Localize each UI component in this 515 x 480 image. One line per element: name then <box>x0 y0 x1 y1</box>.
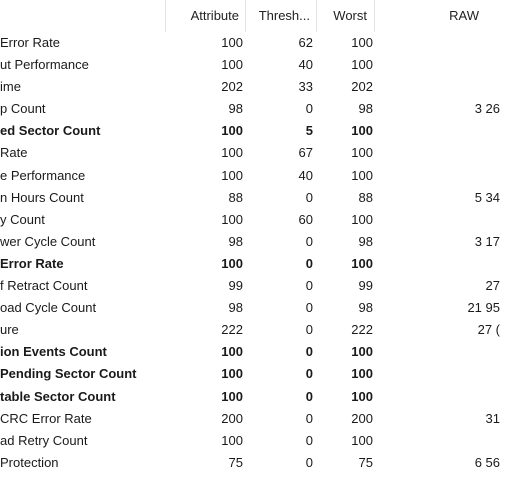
raw-value-cell <box>375 253 480 275</box>
table-row[interactable] <box>0 32 480 54</box>
attribute-value-cell: 100 <box>221 388 243 404</box>
attribute-name-cell <box>0 319 166 341</box>
threshold-value-cell: 67 <box>298 145 313 161</box>
raw-value-cell <box>375 430 480 452</box>
attribute-name-cell-text: p Count <box>0 101 46 117</box>
raw-value-cell <box>375 231 500 253</box>
attribute-name-cell <box>0 187 166 209</box>
attribute-name-cell-text: y Count <box>0 211 45 227</box>
raw-value-cell <box>375 187 500 209</box>
threshold-value-cell: 0 <box>305 255 313 271</box>
threshold-value-cell: 0 <box>305 344 313 360</box>
attribute-name-cell <box>0 363 166 385</box>
column-header-threshold-label: Thresh... <box>258 8 310 23</box>
raw-value-cell-text: 5 34 <box>474 189 500 205</box>
threshold-value-cell: 0 <box>305 454 313 470</box>
threshold-value-cell: 62 <box>298 35 313 50</box>
attribute-name-cell <box>0 275 166 297</box>
column-header-raw[interactable] <box>375 0 515 32</box>
threshold-value-cell: 40 <box>298 167 313 183</box>
attribute-value-cell: 100 <box>221 366 243 382</box>
attribute-value-cell: 100 <box>221 123 243 139</box>
threshold-value-cell: 0 <box>305 410 313 426</box>
table-row[interactable] <box>0 231 500 253</box>
table-body <box>0 32 500 474</box>
threshold-value-cell: 0 <box>305 300 313 316</box>
raw-value-cell <box>375 319 500 341</box>
attribute-name-cell <box>0 209 166 231</box>
threshold-value-cell: 0 <box>305 366 313 382</box>
table-row[interactable] <box>0 142 480 164</box>
raw-value-cell-text: 27 ( <box>477 322 500 338</box>
attribute-value-cell: 88 <box>228 189 243 205</box>
column-header-raw-label: RAW <box>449 8 479 23</box>
attribute-name-cell <box>0 408 166 430</box>
table-row[interactable] <box>0 297 500 319</box>
threshold-value-cell: 0 <box>305 278 313 294</box>
attribute-name-cell-text: ion Events Count <box>0 344 107 360</box>
threshold-value-cell: 0 <box>305 322 313 338</box>
column-header-attribute[interactable] <box>166 0 246 32</box>
column-header-name[interactable] <box>0 0 166 32</box>
attribute-name-cell-text: ime <box>0 79 21 95</box>
worst-value-cell: 100 <box>351 432 373 448</box>
attribute-name-cell-text: Rate <box>0 145 28 161</box>
raw-value-cell <box>375 54 480 76</box>
attribute-name-cell-text: f Retract Count <box>0 278 88 294</box>
raw-value-cell <box>375 142 480 164</box>
threshold-value-cell: 60 <box>298 211 313 227</box>
table-row[interactable] <box>0 120 480 142</box>
attribute-name-cell <box>0 231 166 253</box>
attribute-value-cell: 100 <box>221 35 243 50</box>
attribute-value-cell: 100 <box>221 167 243 183</box>
attribute-name-cell-text: Pending Sector Count <box>0 366 137 382</box>
attribute-name-cell <box>0 452 166 474</box>
attribute-value-cell: 100 <box>221 255 243 271</box>
worst-value-cell: 100 <box>351 167 373 183</box>
attribute-name-cell-text: e Performance <box>0 167 86 183</box>
attribute-name-cell <box>0 120 166 142</box>
threshold-value-cell: 0 <box>305 388 313 404</box>
worst-value-cell: 98 <box>358 233 373 249</box>
attribute-name-cell <box>0 54 166 76</box>
attribute-name-cell-text: ure <box>0 322 19 338</box>
raw-value-cell <box>375 32 480 54</box>
attribute-value-cell: 100 <box>221 145 243 161</box>
attribute-name-cell <box>0 76 166 98</box>
attribute-name-cell-text: ed Sector Count <box>0 123 101 139</box>
worst-value-cell: 100 <box>351 366 373 382</box>
table-row[interactable] <box>0 98 500 120</box>
raw-value-cell <box>375 120 480 142</box>
table-row[interactable] <box>0 253 480 275</box>
threshold-value-cell: 0 <box>305 432 313 448</box>
threshold-value-cell: 33 <box>298 79 313 95</box>
raw-value-cell <box>375 165 480 187</box>
worst-value-cell: 222 <box>351 322 373 338</box>
raw-value-cell-text: 3 17 <box>474 233 500 249</box>
attribute-name-cell-text: CRC Error Rate <box>0 410 92 426</box>
worst-value-cell: 75 <box>358 454 373 470</box>
attribute-name-cell-text: Error Rate <box>0 255 64 271</box>
raw-value-cell <box>375 76 480 98</box>
attribute-value-cell: 99 <box>228 278 243 294</box>
threshold-value-cell: 40 <box>298 57 313 73</box>
attribute-value-cell: 75 <box>228 454 243 470</box>
attribute-value-cell: 222 <box>221 322 243 338</box>
worst-value-cell: 100 <box>351 145 373 161</box>
worst-value-cell: 100 <box>351 211 373 227</box>
attribute-name-cell-text: Protection <box>0 454 59 470</box>
threshold-value-cell: 5 <box>305 123 313 139</box>
worst-value-cell: 100 <box>351 57 373 73</box>
table-row[interactable] <box>0 76 480 98</box>
threshold-value-cell: 0 <box>305 189 313 205</box>
table-row[interactable] <box>0 54 480 76</box>
raw-value-cell <box>375 341 480 363</box>
worst-value-cell: 100 <box>351 344 373 360</box>
attribute-name-cell <box>0 98 166 120</box>
attribute-name-cell <box>0 341 166 363</box>
worst-value-cell: 100 <box>351 388 373 404</box>
table-row[interactable] <box>0 452 500 474</box>
attribute-value-cell: 100 <box>221 57 243 73</box>
raw-value-cell <box>375 209 480 231</box>
attribute-value-cell: 100 <box>221 432 243 448</box>
table-row[interactable] <box>0 408 500 430</box>
attribute-name-cell-text: ad Retry Count <box>0 432 88 448</box>
attribute-name-cell-text: ut Performance <box>0 57 89 73</box>
raw-value-cell <box>375 408 500 430</box>
column-header-threshold[interactable] <box>246 0 317 32</box>
worst-value-cell: 98 <box>358 101 373 117</box>
column-header-worst-label: Worst <box>333 8 367 23</box>
attribute-value-cell: 100 <box>221 344 243 360</box>
table-row[interactable] <box>0 386 480 408</box>
attribute-name-cell <box>0 386 166 408</box>
raw-value-cell-text: 21 95 <box>467 300 500 316</box>
worst-value-cell: 200 <box>351 410 373 426</box>
raw-value-cell <box>375 297 500 319</box>
raw-value-cell <box>375 386 480 408</box>
worst-value-cell: 98 <box>358 300 373 316</box>
attribute-name-cell-text: table Sector Count <box>0 388 116 404</box>
worst-value-cell: 99 <box>358 278 373 294</box>
table-row[interactable] <box>0 341 480 363</box>
column-header-worst[interactable] <box>317 0 375 32</box>
table-row[interactable] <box>0 363 480 385</box>
table-row[interactable] <box>0 209 480 231</box>
worst-value-cell: 202 <box>351 79 373 95</box>
raw-value-cell <box>375 452 500 474</box>
attribute-name-cell <box>0 32 166 54</box>
table-row[interactable] <box>0 187 500 209</box>
attribute-value-cell: 98 <box>228 101 243 117</box>
attribute-value-cell: 202 <box>221 79 243 95</box>
attribute-value-cell: 98 <box>228 300 243 316</box>
attribute-name-cell-text: n Hours Count <box>0 189 84 205</box>
attribute-name-cell-text: Error Rate <box>0 35 60 50</box>
threshold-value-cell: 0 <box>305 233 313 249</box>
raw-value-cell <box>375 275 500 297</box>
attribute-value-cell: 98 <box>228 233 243 249</box>
attribute-name-cell <box>0 165 166 187</box>
attribute-value-cell: 200 <box>221 410 243 426</box>
attribute-name-cell <box>0 142 166 164</box>
table-row[interactable] <box>0 430 480 452</box>
attribute-name-cell-text: oad Cycle Count <box>0 300 97 316</box>
raw-value-cell <box>375 98 500 120</box>
worst-value-cell: 100 <box>351 123 373 139</box>
table-header <box>0 0 480 32</box>
raw-value-cell-text: 6 56 <box>474 454 500 470</box>
attribute-name-cell <box>0 430 166 452</box>
raw-value-cell-text: 31 <box>485 410 500 426</box>
column-header-attribute-label: Attribute <box>190 8 239 23</box>
attribute-name-cell-text: wer Cycle Count <box>0 233 96 249</box>
worst-value-cell: 100 <box>351 255 373 271</box>
raw-value-cell <box>375 363 480 385</box>
threshold-value-cell: 0 <box>305 101 313 117</box>
worst-value-cell: 88 <box>358 189 373 205</box>
table-row[interactable] <box>0 165 480 187</box>
attribute-name-cell <box>0 297 166 319</box>
attribute-value-cell: 100 <box>221 211 243 227</box>
worst-value-cell: 100 <box>351 35 373 50</box>
raw-value-cell-text: 3 26 <box>474 101 500 117</box>
table-row[interactable] <box>0 275 500 297</box>
raw-value-cell-text: 27 <box>485 278 500 294</box>
table-row[interactable] <box>0 319 500 341</box>
attribute-name-cell <box>0 253 166 275</box>
